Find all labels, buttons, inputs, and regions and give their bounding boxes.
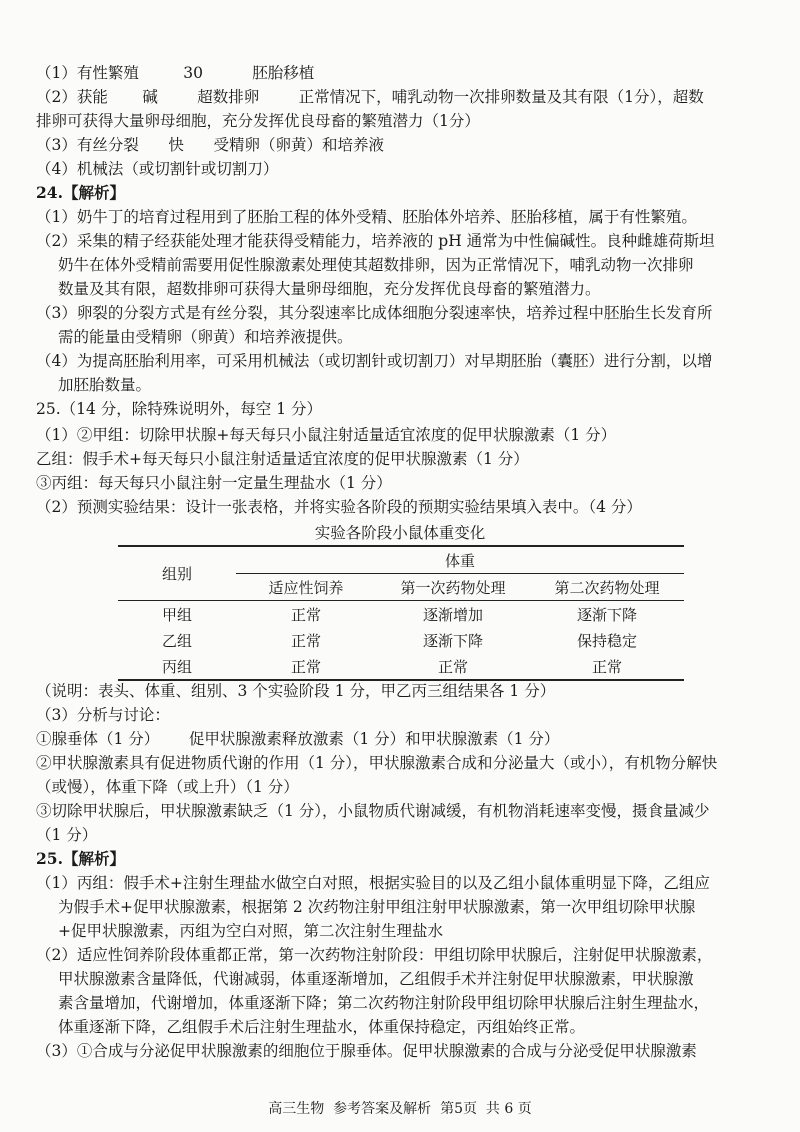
analysis-24-2-cont: 奶牛在体外受精前需要用促性腺激素处理使其超数排卵，因为正常情况下，哺乳动物一次排卵 — [58, 256, 694, 274]
answer-25-3-heading: （3）分析与讨论： — [36, 706, 170, 724]
answer-23-3: （3）有丝分裂 快 受精卵（卵黄）和培养液 — [36, 136, 384, 154]
table-scoring-note: （说明：表头、体重、组别、3 个实验阶段 1 分，甲乙丙三组结果各 1 分） — [36, 682, 556, 700]
analysis-24-1: （1）奶牛丁的培育过程用到了胚胎工程的体外受精、胚胎体外培养、胚胎移植，属于有性繁殖。 — [36, 208, 697, 226]
analysis-25-heading: 25.【解析】 — [36, 849, 125, 868]
analysis-25-1-cont2: +促甲状腺激素，丙组为空白对照，第二次注射生理盐水 — [58, 922, 443, 940]
analysis-24-4-cont: 加胚胎数量。 — [58, 376, 152, 394]
table-group-header: 组别 — [118, 546, 236, 601]
table-caption: 实验各阶段小鼠体重变化 — [314, 524, 486, 542]
answer-25-3-2-cont: （或慢），体重下降（或上升）（1 分） — [36, 778, 299, 796]
table-cell: 正常 — [530, 653, 684, 680]
answer-23-2: （2）获能 碱 超数排卵 正常情况下，哺乳动物一次排卵数量及其有限（1分），超数 — [36, 88, 704, 106]
table-cell: 乙组 — [161, 631, 192, 650]
answer-23-1: （1）有性繁殖 30 胚胎移植 — [36, 64, 315, 82]
table-cell: 丙组 — [118, 653, 236, 680]
page-footer: 高三生物 参考答案及解析 第5页 共 6 页 — [268, 1101, 532, 1117]
table-header-row — [118, 546, 684, 574]
analysis-24-heading: 24.【解析】 — [36, 183, 125, 202]
answer-25-3-2: ②甲状腺激素具有促进物质代谢的作用（1 分），甲状腺激素合成和分泌量大（或小），有机物分解快 — [36, 754, 718, 772]
answer-25-2: （2）预测实验结果：设计一张表格，并将实验各阶段的预期实验结果填入表中。（4 分） — [36, 498, 642, 516]
table-cell: 甲组 — [161, 605, 192, 624]
answer-23-4: （4）机械法（或切割针或切割刀） — [36, 160, 279, 178]
table-cell: 逐渐增加 — [422, 605, 483, 624]
table-stage-header: 第二次药物处理 — [554, 578, 660, 597]
table-cell: 正常 — [290, 605, 321, 624]
table-stage-header: 第一次药物处理 — [400, 578, 506, 597]
answer-25-3-3-cont: （1 分） — [36, 826, 98, 844]
analysis-25-1: （1）丙组：假手术+注射生理盐水做空白对照，根据实验目的以及乙组小鼠体重明显下降，乙组应 — [36, 874, 710, 892]
table-cell: 逐渐下降 — [576, 605, 637, 624]
table-row — [118, 627, 684, 653]
table-cell: 正常 — [290, 631, 321, 650]
answer-25-1-bing: ③丙组：每天每只小鼠注射一定量生理盐水（1 分） — [36, 474, 392, 492]
table-cell: 逐渐下降 — [422, 631, 483, 650]
table-cell: 正常 — [236, 653, 376, 680]
analysis-25-2-cont3: 体重逐渐下降，乙组假手术后注射生理盐水，体重保持稳定，丙组始终正常。 — [58, 1018, 586, 1036]
analysis-24-2: （2）采集的精子经获能处理才能获得受精能力，培养液的 pH 通常为中性偏碱性。良种雌雄荷斯坦 — [36, 232, 715, 250]
analysis-25-2-cont2: 素含量增加，代谢增加，体重逐渐下降；第二次药物注射阶段甲组切除甲状腺后注射生理盐水， — [58, 994, 710, 1012]
weight-table — [118, 545, 684, 681]
analysis-25-2-cont: 甲状腺激素含量降低，代谢减弱，体重逐渐增加，乙组假手术并注射促甲状腺激素，甲状腺激 — [58, 970, 694, 988]
answer-25-1-jia: （1）②甲组：切除甲状腺+每天每只小鼠注射适量适宜浓度的促甲状腺激素（1 分） — [36, 426, 617, 444]
table-row — [118, 653, 684, 680]
answer-25-3-3: ③切除甲状腺后，甲状腺激素缺乏（1 分），小鼠物质代谢减缓，有机物消耗速率变慢，摄食量减少 — [36, 802, 710, 820]
table-cell: 保持稳定 — [576, 631, 637, 650]
answer-25-heading: 25.（14 分，除特殊说明外，每空 1 分） — [36, 400, 323, 418]
answer-23-2-cont: 排卵可获得大量卵母细胞，充分发挥优良母畜的繁殖潜力（1分） — [36, 112, 480, 130]
analysis-25-3: （3）①合成与分泌促甲状腺激素的细胞位于腺垂体。促甲状腺激素的合成与分泌受促甲状腺激素 — [36, 1042, 697, 1060]
analysis-24-3-cont: 需的能量由受精卵（卵黄）和培养液提供。 — [58, 328, 353, 346]
table-weight-header: 体重 — [236, 546, 684, 574]
analysis-24-3: （3）卵裂的分裂方式是有丝分裂，其分裂速率比成体细胞分裂速率快，培养过程中胚胎生长发育所 — [36, 304, 713, 322]
answer-25-3-1: ①腺垂体（1 分） 促甲状腺激素释放激素（1 分）和甲状腺激素（1 分） — [36, 730, 560, 748]
analysis-25-2: （2）适应性饲养阶段体重都正常，第一次药物注射阶段：甲组切除甲状腺后，注射促甲状腺激素， — [36, 946, 713, 964]
analysis-24-2-cont2: 数量及其有限，超数排卵可获得大量卵母细胞，充分发挥优良母畜的繁殖潜力。 — [58, 280, 601, 298]
answer-25-1-yi: 乙组：假手术+每天每只小鼠注射适量适宜浓度的促甲状腺激素（1 分） — [36, 450, 529, 468]
table-stage-header: 适应性饲养 — [268, 578, 344, 597]
analysis-25-1-cont: 为假手术+促甲状腺激素，根据第 2 次药物注射甲组注射甲状腺激素，第一次甲组切除甲状腺 — [58, 898, 696, 916]
analysis-24-4: （4）为提高胚胎利用率，可采用机械法（或切割针或切割刀）对早期胚胎（囊胚）进行分割，以增 — [36, 352, 713, 370]
table-cell: 正常 — [376, 653, 530, 680]
table-row — [118, 601, 684, 628]
